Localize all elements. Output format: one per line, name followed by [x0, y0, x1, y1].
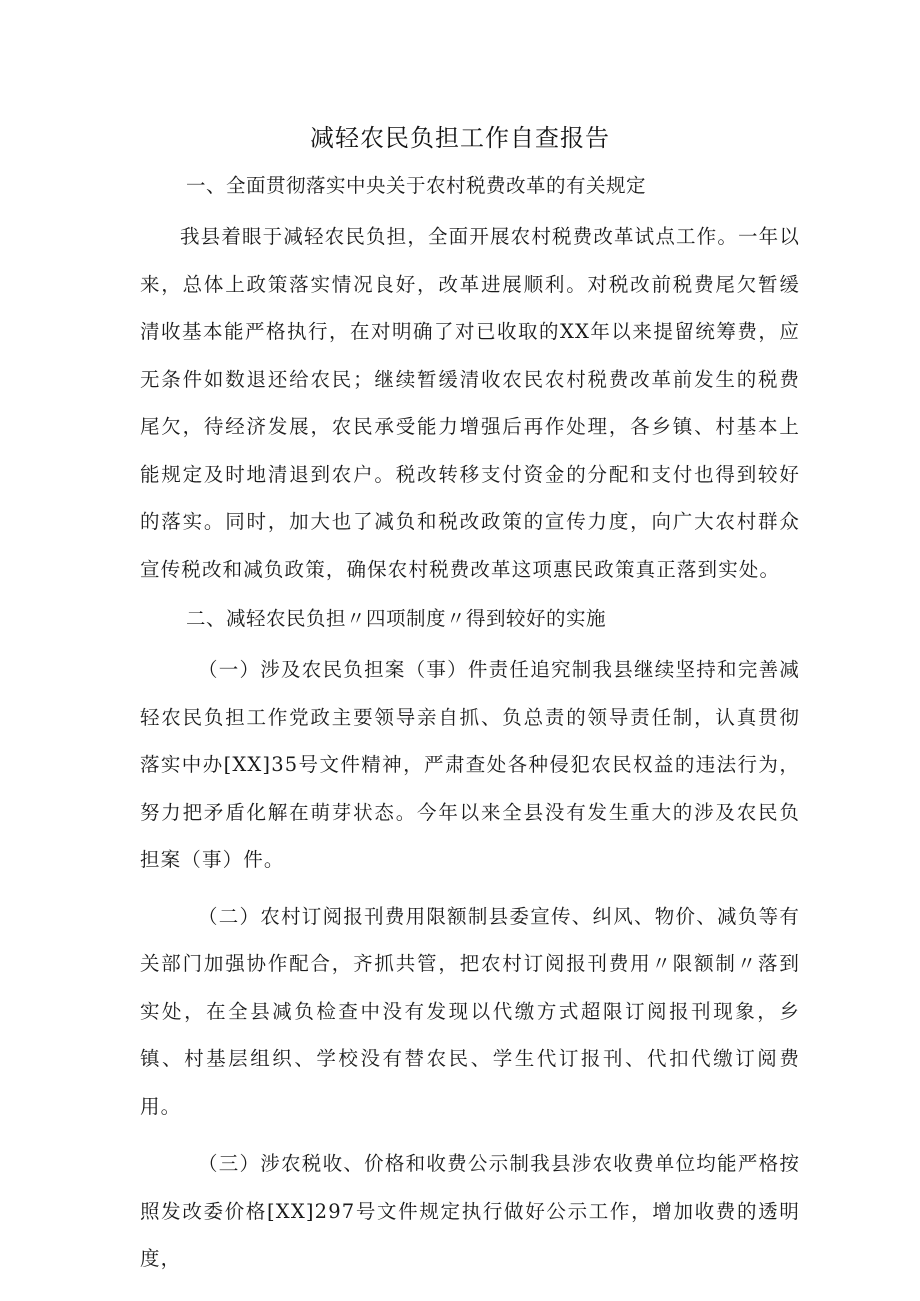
document-title: 减轻农民负担工作自查报告 [310, 124, 610, 152]
item-1-paragraph: （一）涉及农民负担案（事）件责任追究制我县继续坚持和完善减轻农民负担工作党政主要领导亲自抓、负总责的领导责任制，认真贯彻落实中办[XX]35号文件精神，严肃查处各种侵犯农民权益的违法行为，努力把矛盾化解在萌芽状态。今年以来全县没有发生重大的涉及农民负担案（事）件。 [140, 658, 800, 871]
item-2-paragraph: （二）农村订阅报刊费用限额制县委宣传、纠风、物价、减负等有关部门加强协作配合，齐抓共管，把农村订阅报刊费用〃限额制〃落到实处，在全县减负检查中没有发现以代缴方式超限订阅报刊现象，乡镇、村基层组织、学校没有替农民、学生代订报刊、代扣代缴订阅费用。 [140, 904, 800, 1118]
section-heading-1: 一、全面贯彻落实中央关于农村税费改革的有关规定 [186, 174, 647, 197]
document-body [140, 171, 800, 1283]
section-heading-2: 二、减轻农民负担〃四项制度〃得到较好的实施 [186, 607, 607, 630]
section-1-paragraph: 我县着眼于减轻农民负担，全面开展农村税费改革试点工作。一年以来，总体上政策落实情况良好，改革进展顺利。对税改前税费尾欠暂缓清收基本能严格执行，在对明确了对已收取的XX年以来提留统筹费，应无条件如数退还给农民；继续暂缓清收农民农村税费改革前发生的税费尾欠，待经济发展，农民承受能力增强后再作处理，各乡镇、村基本上能规定及时地清退到农户。税改转移支付资金的分配和支付也得到较好的落实。同时，加大也了减负和税改政策的宣传力度，向广大农村群众宣传税改和减负政策，确保农村税费改革这项惠民政策真正落到实处。 [140, 225, 800, 581]
item-3-paragraph: （三）涉农税收、价格和收费公示制我县涉农收费单位均能严格按照发改委价格[XX]297号文件规定执行做好公示工作，增加收费的透明度， [140, 1152, 800, 1270]
